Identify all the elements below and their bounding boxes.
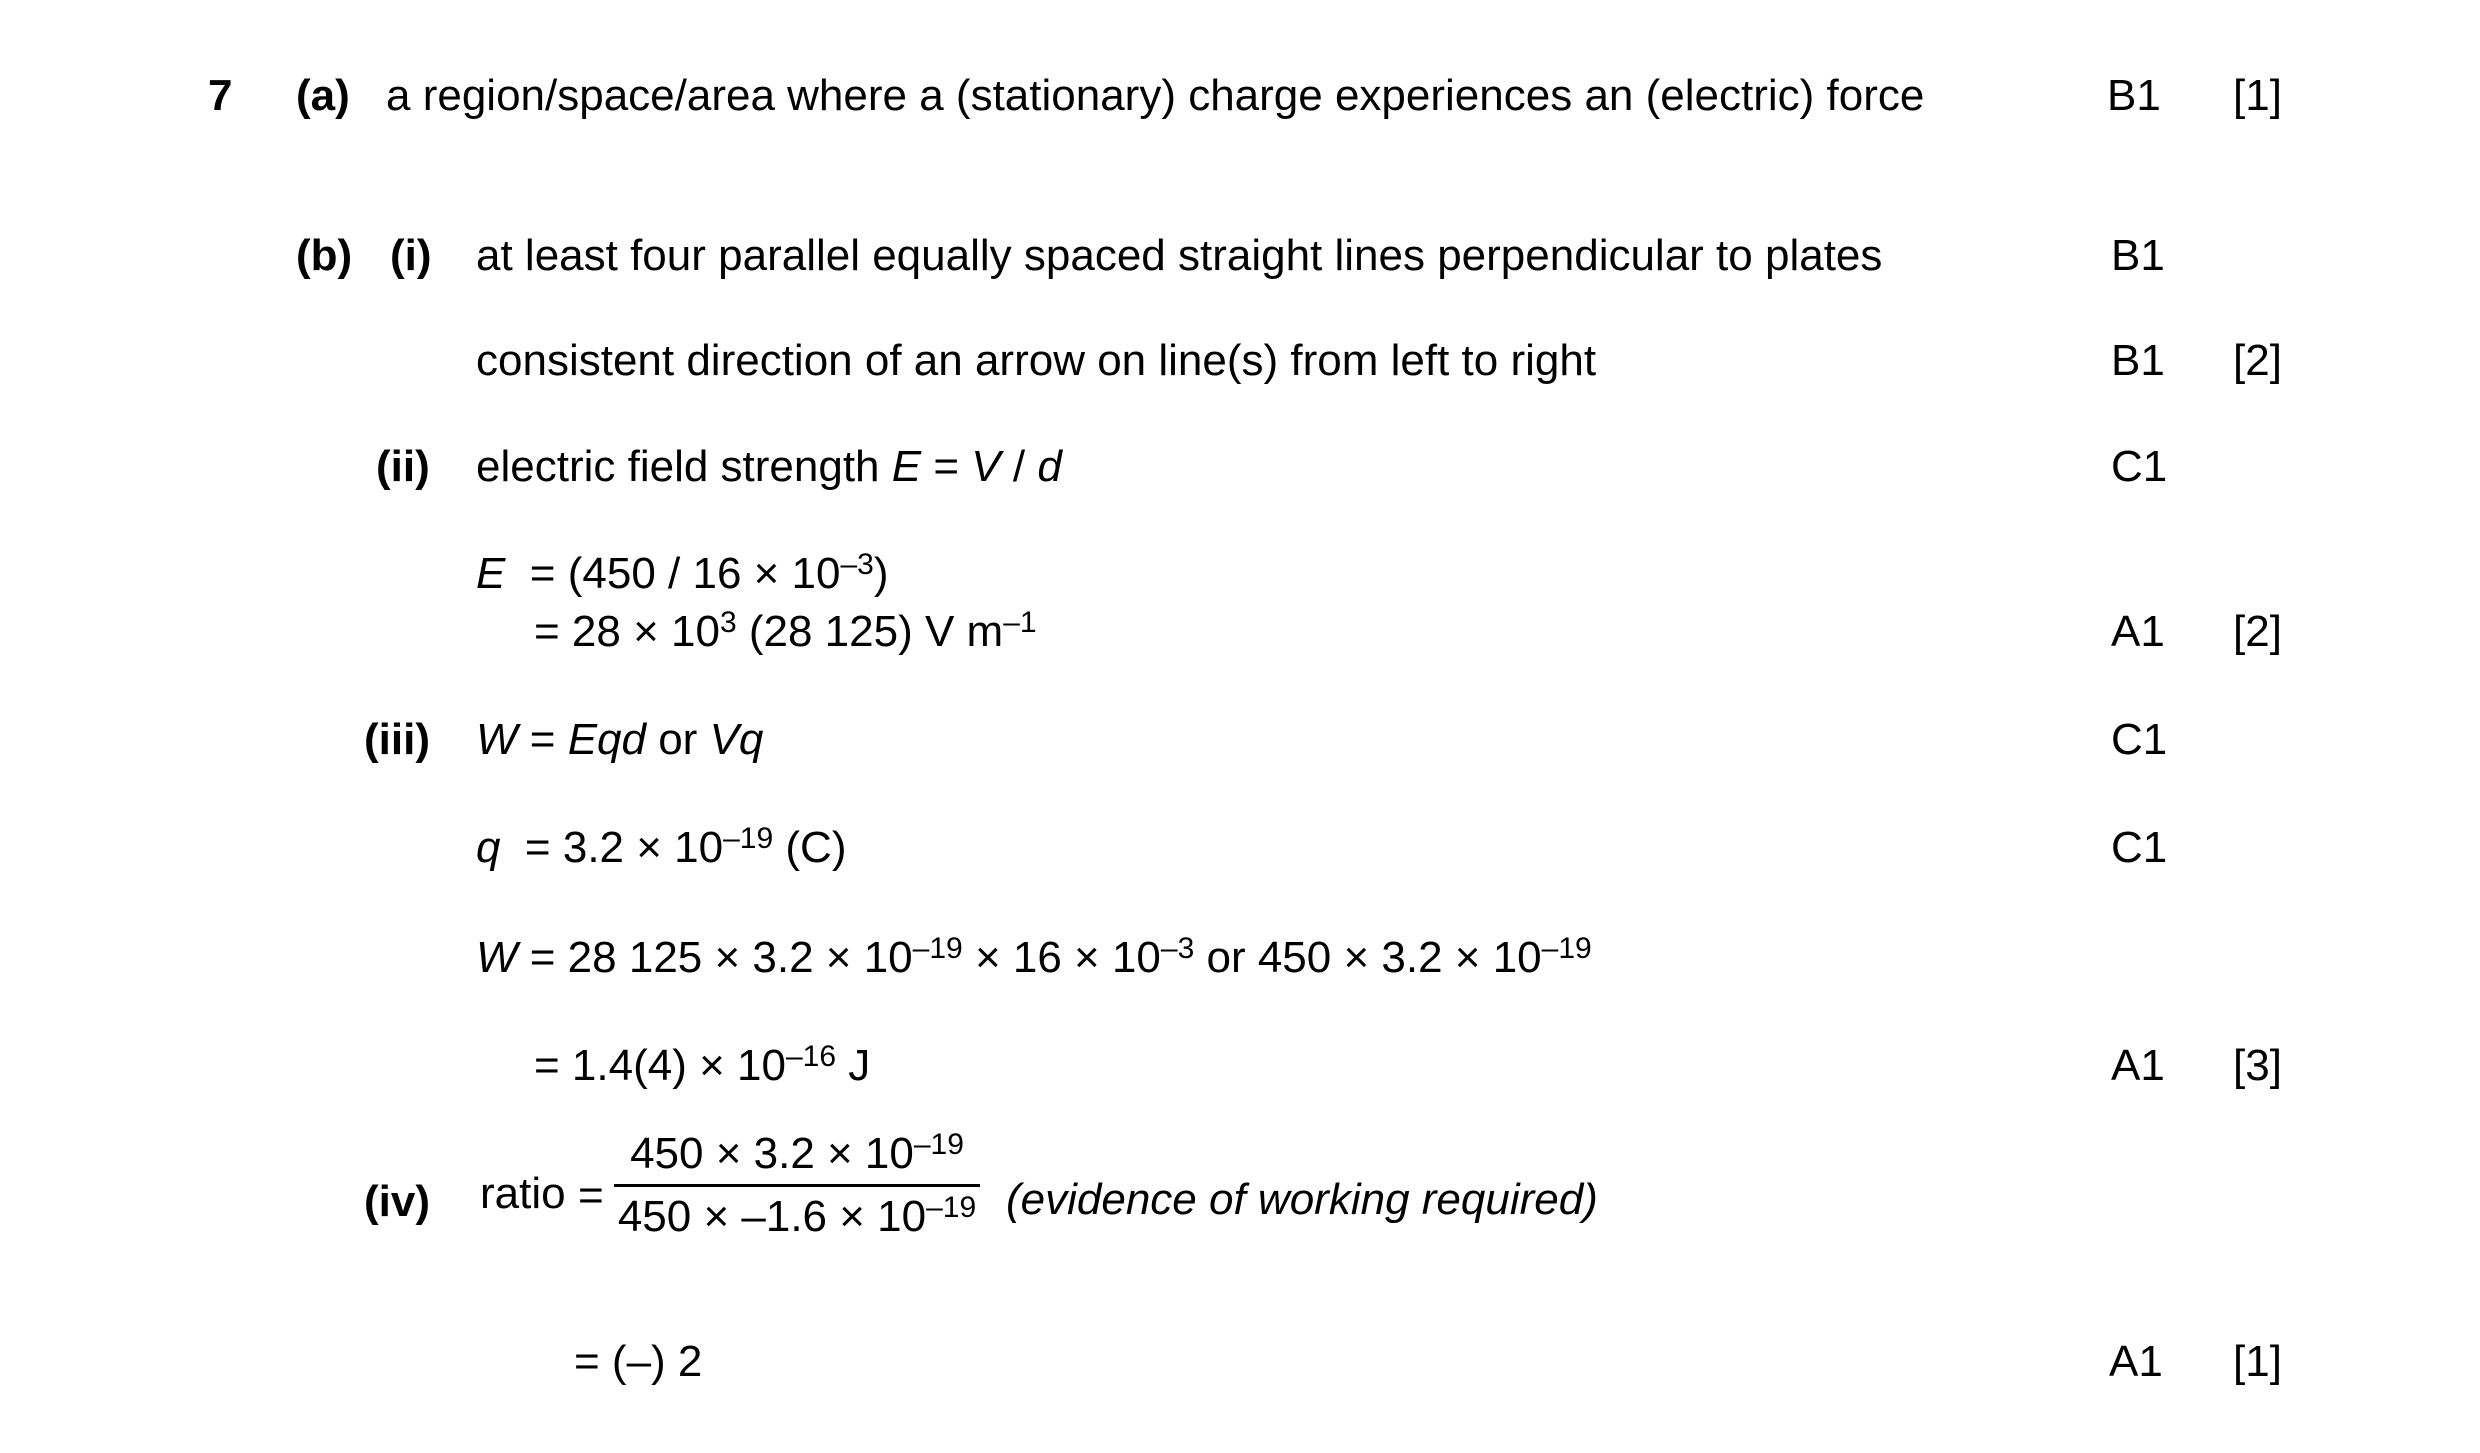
- part-b-ii-l2-exp: –3: [840, 548, 874, 581]
- part-b-iii-l3-exp3: –19: [1541, 932, 1592, 965]
- part-b-iii-l3-a: = 28 125 × 3.2 × 10: [517, 933, 913, 982]
- part-b-iv-numerator: [614, 1128, 980, 1180]
- part-b-iv-total: [1]: [2233, 1337, 2282, 1386]
- part-b-iii-mark1: C1: [2111, 715, 2168, 764]
- question-number: 7: [208, 71, 233, 120]
- part-b-iii-line1: [476, 714, 763, 766]
- part-b-ii-l3-exp2: –1: [1003, 606, 1037, 639]
- part-b-ii-l1-d: d: [1037, 442, 1062, 491]
- part-b-iii-total: [3]: [2233, 1041, 2282, 1090]
- part-b-ii-line3: [534, 606, 1037, 658]
- part-b-i-mark2: B1: [2111, 336, 2165, 385]
- part-b-iii-l3-W: W: [476, 933, 518, 982]
- part-b-ii-l2-E: E: [476, 549, 506, 598]
- part-b-ii-l1-V: V: [971, 442, 1001, 491]
- part-b-iii-label: (iii): [364, 715, 430, 764]
- part-b-iii-line2: [476, 822, 846, 874]
- part-b-ii-mark2: A1: [2111, 607, 2165, 656]
- part-b-i-mark1: B1: [2111, 231, 2165, 280]
- part-b-iv-ratio: ratio: [480, 1169, 566, 1218]
- part-b-ii-l2-a: = (450 / 16 × 10: [505, 549, 841, 598]
- part-b-iii-mark2: C1: [2111, 823, 2168, 872]
- part-b-ii-line1: [476, 441, 1062, 493]
- part-b-iii-l4-b: J: [836, 1041, 871, 1090]
- part-b-iii-l3-exp1: –19: [912, 932, 963, 965]
- part-b-ii-l2-b: ): [873, 549, 889, 598]
- part-b-iii-mark3: A1: [2111, 1041, 2165, 1090]
- part-b-iv-note: (evidence of working required): [1006, 1175, 1598, 1224]
- part-b-iii-l1-Eqd: Eqd: [567, 715, 646, 764]
- part-b-iv-label: (iv): [364, 1177, 430, 1226]
- part-b-ii-total: [2]: [2233, 607, 2282, 656]
- part-b-iii-l1-W: W: [476, 715, 518, 764]
- part-b-iv-denominator: [614, 1191, 980, 1243]
- part-b-ii-l1-E: E: [891, 442, 922, 491]
- part-b-iii-l2-exp: –19: [723, 822, 774, 855]
- part-b-ii-mark1: C1: [2111, 442, 2168, 491]
- part-b-iv-den-a: 450 × –1.6 × 10: [617, 1192, 927, 1241]
- part-b-i-line1: at least four parallel equally spaced straight lines perpendicular to plates: [476, 231, 1883, 280]
- part-b-iv-num-a: 450 × 3.2 × 10: [630, 1129, 914, 1178]
- part-b-ii-l3-b: (28 125) V m: [736, 607, 1004, 656]
- part-b-label: (b): [296, 231, 353, 280]
- part-b-iii-l1-or: or: [645, 715, 710, 764]
- part-b-ii-l1-eq: =: [921, 442, 972, 491]
- part-b-iii-l2-a: = 3.2 × 10: [500, 823, 724, 872]
- part-b-i-label: (i): [390, 231, 432, 280]
- part-b-ii-l3-a: = 28 × 10: [534, 607, 720, 656]
- part-b-iii-l2-q: q: [476, 823, 501, 872]
- part-b-iii-l1-eq: =: [517, 715, 568, 764]
- part-a-answer: a region/space/area where a (stationary) charge experiences an (electric) force: [386, 71, 1925, 120]
- part-b-iii-l4-exp: –16: [785, 1040, 837, 1073]
- part-b-ii-label: (ii): [376, 442, 430, 491]
- part-b-iii-l3-b: × 16 × 10: [962, 933, 1161, 982]
- part-b-iii-l2-b: (C): [773, 823, 847, 872]
- part-b-iii-line3: [476, 932, 1592, 984]
- part-b-iii-line4: [534, 1040, 870, 1092]
- part-a-total: [1]: [2233, 71, 2282, 120]
- part-b-i-line2: consistent direction of an arrow on line(s) from left to right: [476, 336, 1597, 385]
- part-b-i-total: [2]: [2233, 336, 2282, 385]
- fraction-bar: [614, 1184, 980, 1187]
- part-b-iii-l1-Vq: Vq: [709, 715, 764, 764]
- part-b-iv-equals: =: [578, 1171, 604, 1220]
- part-b-iv-result: = (–) 2: [574, 1337, 703, 1386]
- part-b-iii-l3-exp2: –3: [1160, 932, 1195, 965]
- part-b-iii-l4-a: = 1.4(4) × 10: [534, 1041, 786, 1090]
- part-b-ii-l1-text: electric field strength: [476, 442, 892, 491]
- part-b-iv-num-exp: –19: [913, 1128, 964, 1161]
- part-b-ii-l1-slash: /: [1000, 442, 1038, 491]
- part-a-mark: B1: [2107, 71, 2161, 120]
- part-b-ii-line2: [476, 548, 889, 600]
- part-b-iv-den-exp: –19: [926, 1191, 977, 1224]
- part-b-iii-l3-c: or 450 × 3.2 × 10: [1194, 933, 1542, 982]
- part-b-iv-fraction: [614, 1128, 980, 1243]
- part-b-ii-l3-exp: 3: [719, 606, 737, 639]
- part-b-iv-mark: A1: [2109, 1337, 2163, 1386]
- part-a-label: (a): [296, 71, 350, 120]
